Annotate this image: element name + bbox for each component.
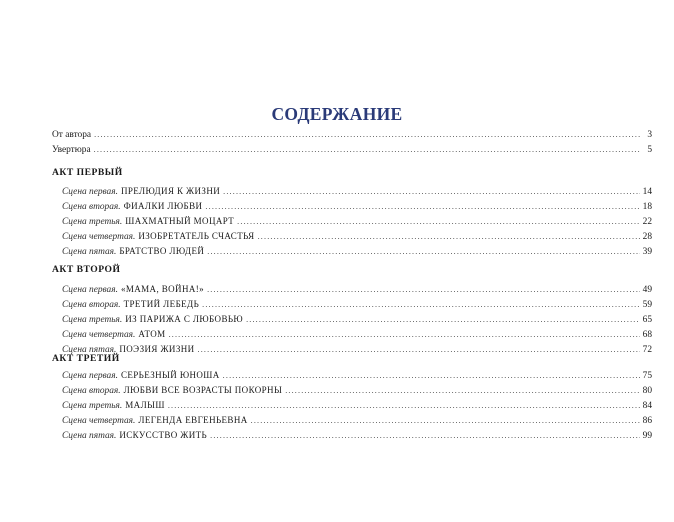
toc-scene: [62, 369, 652, 382]
page-number: 14: [642, 187, 652, 197]
page-number: 49: [642, 285, 652, 295]
scene-label: Сцена третья.: [62, 217, 123, 227]
page-number: 5: [647, 145, 652, 155]
toc-scene: [62, 429, 652, 442]
page-number: 39: [642, 247, 652, 257]
leader-dots: [94, 143, 641, 156]
leader-dots: [237, 215, 639, 228]
leader-dots: [168, 399, 640, 412]
toc-scene: [62, 215, 652, 228]
toc-scene: [62, 384, 652, 397]
scene-label: Сцена пятая.: [62, 247, 117, 257]
page-number: 68: [642, 330, 652, 340]
act-heading: АКТ ПЕРВЫЙ: [52, 167, 123, 178]
entry-title: Увертюра: [52, 145, 91, 155]
page-number: 75: [642, 371, 652, 381]
toc-scene: [62, 185, 652, 198]
leader-dots: [246, 313, 640, 326]
scene-label: Сцена третья.: [62, 401, 123, 411]
scene-title: МАЛЫШ: [125, 400, 165, 410]
scene-label: Сцена вторая.: [62, 202, 121, 212]
page-number: 99: [642, 431, 652, 441]
toc-scene: [62, 343, 652, 356]
scene-title: ЛЮБВИ ВСЕ ВОЗРАСТЫ ПОКОРНЫ: [123, 385, 283, 395]
scene-title: ПОЭЗИЯ ЖИЗНИ: [119, 344, 195, 354]
leader-dots: [205, 200, 639, 213]
page-number: 80: [642, 386, 652, 396]
scene-title: ИСКУССТВО ЖИТЬ: [119, 430, 208, 440]
leader-dots: [258, 230, 640, 243]
scene-label: Сцена пятая.: [62, 345, 117, 355]
page-number: 22: [642, 217, 652, 227]
toc-scene: [62, 245, 652, 258]
act-heading: АКТ ТРЕТИЙ: [52, 353, 120, 364]
toc-scene: [62, 313, 652, 326]
scene-label: Сцена пятая.: [62, 431, 117, 441]
toc-scene: [62, 230, 652, 243]
page-number: 84: [642, 401, 652, 411]
scene-title: ШАХМАТНЫЙ МОЦАРТ: [125, 216, 235, 226]
leader-dots: [169, 328, 640, 341]
leader-dots: [207, 245, 639, 258]
leader-dots: [285, 384, 639, 397]
leader-dots: [198, 343, 640, 356]
scene-title: ИЗ ПАРИЖА С ЛЮБОВЬЮ: [125, 314, 244, 324]
page-title: СОДЕРЖАНИЕ: [271, 104, 403, 124]
page-number: 3: [647, 130, 652, 140]
scene-title: ЛЕГЕНДА ЕВГЕНЬЕВНА: [138, 415, 248, 425]
toc-scene: [62, 283, 652, 296]
toc-scene: [62, 200, 652, 213]
leader-dots: [207, 283, 640, 296]
scene-label: Сцена четвертая.: [62, 330, 136, 340]
scene-title: ФИАЛКИ ЛЮБВИ: [123, 201, 203, 211]
toc-scene: [62, 414, 652, 427]
act-heading: АКТ ВТОРОЙ: [52, 264, 121, 275]
page-number: 72: [642, 345, 652, 355]
scene-label: Сцена первая.: [62, 285, 118, 295]
scene-label: Сцена третья.: [62, 315, 123, 325]
page-number: 28: [642, 232, 652, 242]
scene-title: АТОМ: [138, 329, 166, 339]
leader-dots: [210, 429, 639, 442]
toc-entry-foreword: [52, 128, 652, 141]
scene-title: ПРЕЛЮДИЯ К ЖИЗНИ: [120, 186, 221, 196]
scene-label: Сцена четвертая.: [62, 416, 136, 426]
scene-title: БРАТСТВО ЛЮДЕЙ: [119, 246, 205, 256]
scene-title: «МАМА, ВОЙНА!»: [120, 284, 205, 294]
scene-label: Сцена первая.: [62, 187, 118, 197]
page-number: 59: [642, 300, 652, 310]
leader-dots: [251, 414, 640, 427]
scene-title: ИЗОБРЕТАТЕЛЬ СЧАСТЬЯ: [138, 231, 255, 241]
toc-scene: [62, 298, 652, 311]
leader-dots: [202, 298, 639, 311]
page-number: 65: [642, 315, 652, 325]
page-number: 18: [642, 202, 652, 212]
scene-label: Сцена вторая.: [62, 300, 121, 310]
leader-dots: [223, 185, 639, 198]
scene-label: Сцена первая.: [62, 371, 118, 381]
scene-title: ТРЕТИЙ ЛЕБЕДЬ: [123, 299, 200, 309]
toc-entry-overture: [52, 143, 652, 156]
scene-label: Сцена четвертая.: [62, 232, 136, 242]
scene-title: СЕРЬЕЗНЫЙ ЮНОША: [120, 370, 220, 380]
page-number: 86: [642, 416, 652, 426]
leader-dots: [223, 369, 640, 382]
toc-scene: [62, 328, 652, 341]
entry-title: От автора: [52, 130, 92, 140]
leader-dots: [94, 128, 641, 141]
toc-scene: [62, 399, 652, 412]
scene-label: Сцена вторая.: [62, 386, 121, 396]
